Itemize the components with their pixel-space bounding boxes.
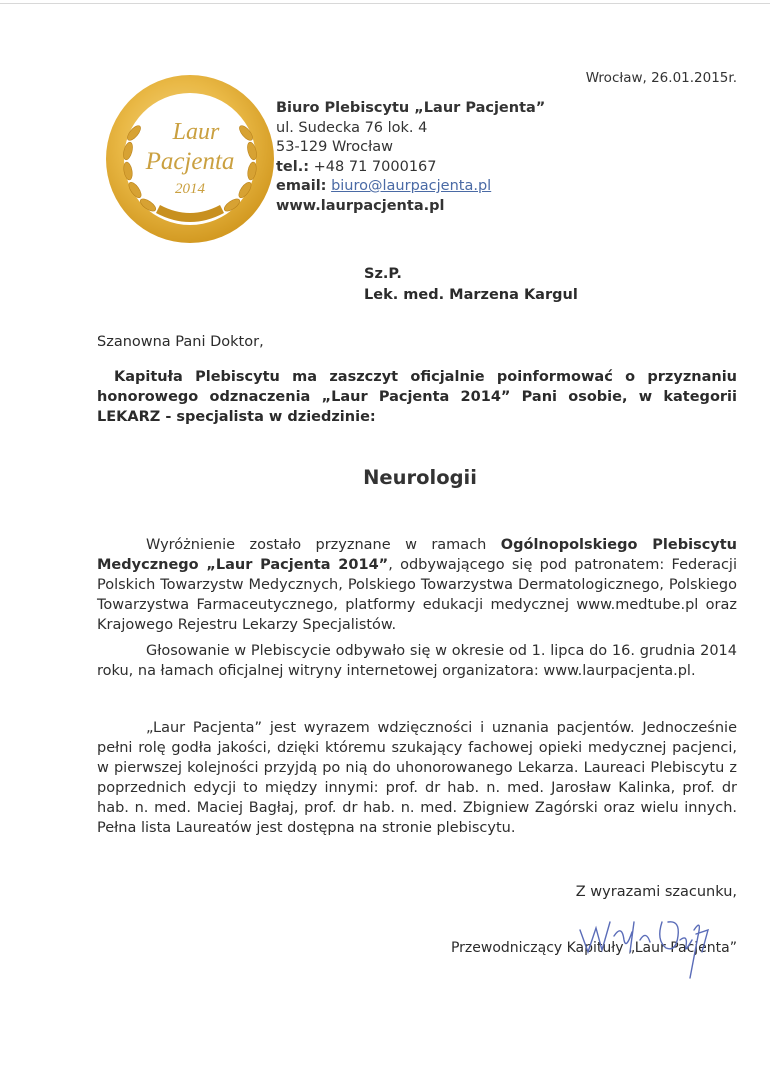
recipient-block [364, 264, 578, 306]
paragraph-1 [97, 535, 737, 635]
sender-city: 53-129 Wrocław [276, 139, 394, 155]
paragraph-3: „Laur Pacjenta” jest wyrazem wdzięczności i uznania pacjentów. Jednocześnie pełni rolę godła jakości, dzięki któremu szukający fachowej opieki medycznej pacjenci, w pierwszej kolejności przyjdą po nią do uhonorowanego Lekarza. Laureaci Plebiscytu z poprzednich edycji to między innymi: prof. dr hab. n. med. Jarosław Kalinka, prof. dr hab. n. med. Maciej Bagłaj, prof. dr hab. n. med. Zbigniew Zagórski oraz wielu innych. Pełna lista Laureatów jest dostępna na stronie plebiscytu. [97, 720, 737, 836]
paragraph-1-bold: Ogólnopolskiego Plebiscytu Medycznego „Laur Pacjenta 2014” [97, 537, 737, 573]
laur-pacjenta-seal-logo [104, 73, 276, 245]
recipient-prefix: Sz.P. [364, 266, 402, 282]
sender-email-line [276, 177, 545, 197]
closing: Z wyrazami szacunku, [575, 884, 737, 900]
sender-block [276, 99, 545, 216]
email-label: email: [276, 178, 327, 194]
lead-paragraph: Kapituła Plebiscytu ma zaszczyt oficjalnie poinformować o przyznaniu honorowego odznaczenia „Laur Pacjenta 2014” Pani osobie, w kategorii LEKARZ - specjalista w dziedzinie: [97, 369, 737, 425]
top-rule [0, 3, 770, 4]
sender-street: ul. Sudecka 76 lok. 4 [276, 119, 428, 136]
seal-year: 2014 [175, 181, 205, 197]
tel-value: +48 71 7000167 [309, 158, 437, 175]
specialty-field: Neurologii [363, 466, 477, 489]
signer-title: Przewodniczący Kapituły „Laur Pacjenta” [450, 940, 737, 956]
sender-tel-line [276, 158, 545, 178]
paragraph-1-a: Wyróżnienie zostało przyznane w ramach [146, 537, 501, 553]
sender-org: Biuro Plebiscytu „Laur Pacjenta” [276, 100, 546, 116]
salutation: Szanowna Pani Doktor, [97, 334, 264, 350]
recipient-name: Lek. med. Marzena Kargul [364, 287, 578, 303]
sender-website: www.laurpacjenta.pl [276, 197, 445, 214]
email-link[interactable]: biuro@laurpacjenta.pl [331, 178, 492, 194]
tel-label: tel.: [276, 158, 310, 175]
seal-line2: Pacjenta [145, 148, 235, 175]
handwritten-signature [570, 900, 730, 980]
letter-date: Wrocław, 26.01.2015r. [585, 70, 737, 86]
seal-line1: Laur [172, 119, 220, 145]
paragraph-2: Głosowanie w Plebiscycie odbywało się w okresie od 1. lipca do 16. grudnia 2014 roku, na łamach oficjalnej witryny internetowej organizatora: www.laurpacjenta.pl. [97, 643, 737, 679]
paragraph-1-c: , odbywającego się pod patronatem: Federacji Polskich Towarzystw Medycznych, Polskiego Towarzystwa Dermatologicznego, Polskiego Towarzystwa Farmaceutycznego, platformy edukacji medycznej www.medtube.pl oraz Krajowego Rejestru Lekarzy Specjalistów. [97, 557, 737, 633]
